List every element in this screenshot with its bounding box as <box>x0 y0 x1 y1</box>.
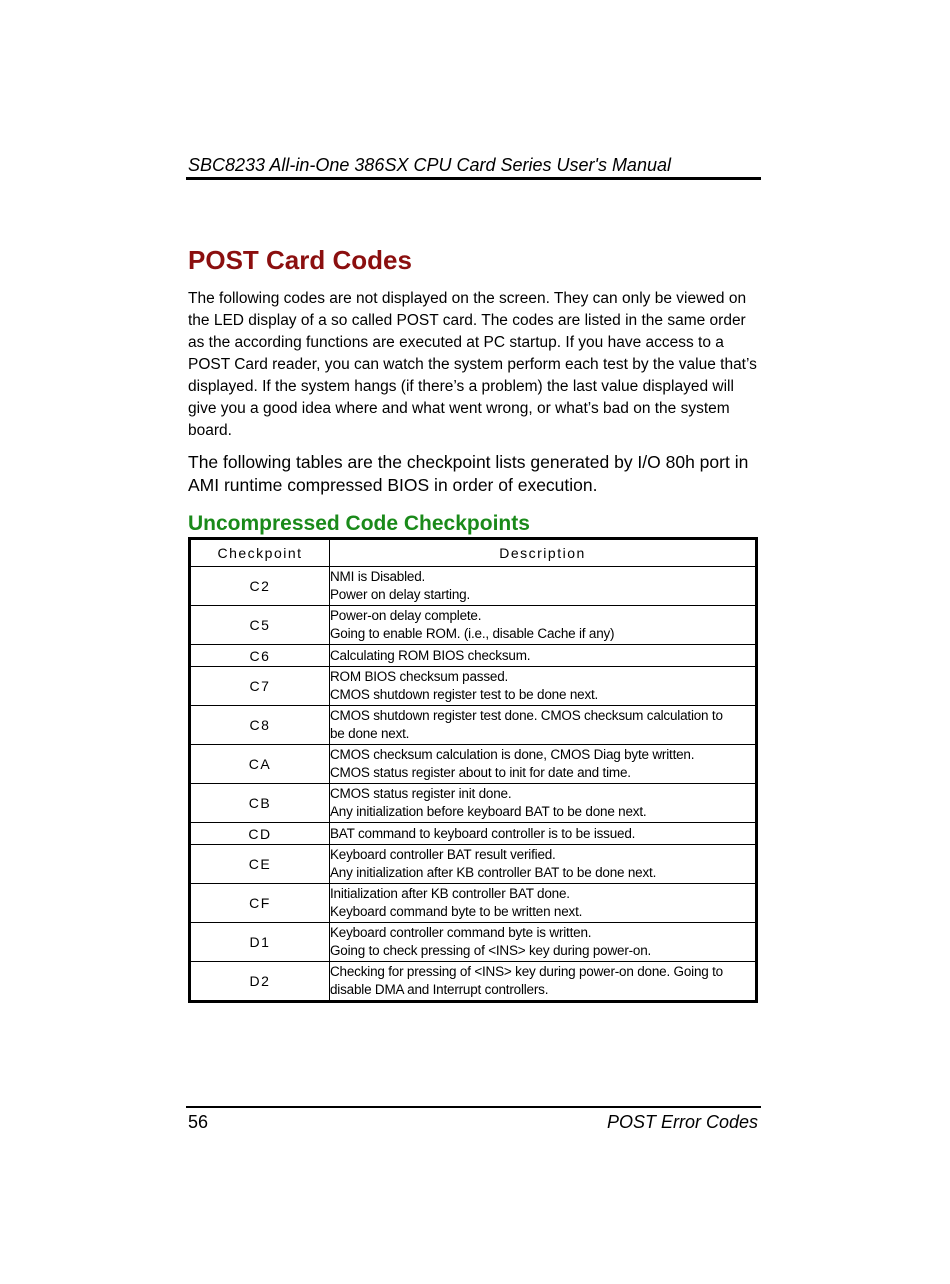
checkpoint-code: C7 <box>190 667 330 706</box>
description-line: be done next. <box>330 726 410 741</box>
checkpoint-code: C5 <box>190 606 330 645</box>
table-row <box>190 567 757 606</box>
checkpoint-code: CD <box>190 823 330 845</box>
table-body <box>190 567 757 1002</box>
column-header-checkpoint: Checkpoint <box>190 539 330 567</box>
description-line: Checking for pressing of <INS> key during power-on done. Going to <box>330 964 723 979</box>
checkpoint-code: CB <box>190 784 330 823</box>
section-title: POST Card Codes <box>188 245 412 275</box>
description-line: CMOS shutdown register test done. CMOS checksum calculation to <box>330 708 723 723</box>
checkpoint-description <box>330 784 757 823</box>
table-row <box>190 823 757 845</box>
checkpoint-description <box>330 845 757 884</box>
description-line: ROM BIOS checksum passed. <box>330 669 509 684</box>
table-row <box>190 706 757 745</box>
subsection-title: Uncompressed Code Checkpoints <box>188 512 530 535</box>
description-line: BAT command to keyboard controller is to be issued. <box>330 825 636 841</box>
description-line: Keyboard controller command byte is written. <box>330 925 592 940</box>
checkpoint-description <box>330 706 757 745</box>
checkpoint-description <box>330 745 757 784</box>
description-line: Any initialization after KB controller BAT to be done next. <box>330 865 657 880</box>
table-row <box>190 606 757 645</box>
checkpoint-description <box>330 962 757 1002</box>
table-row <box>190 845 757 884</box>
description-line: disable DMA and Interrupt controllers. <box>330 982 549 997</box>
footer-divider <box>186 1106 761 1108</box>
checkpoint-code: C8 <box>190 706 330 745</box>
description-line: Any initialization before keyboard BAT to be done next. <box>330 804 647 819</box>
table-row <box>190 962 757 1002</box>
description-line: Power on delay starting. <box>330 587 471 602</box>
checkpoint-code: C2 <box>190 567 330 606</box>
page-number: 56 <box>188 1112 209 1132</box>
description-line: Going to enable ROM. (i.e., disable Cache if any) <box>330 626 615 641</box>
running-header-title: SBC8233 All-in-One 386SX CPU Card Series User's Manual <box>188 155 671 175</box>
checkpoint-description <box>330 567 757 606</box>
table-row <box>190 884 757 923</box>
table-row <box>190 745 757 784</box>
description-line: Power-on delay complete. <box>330 608 482 623</box>
column-header-description: Description <box>330 539 757 567</box>
checkpoint-intro-paragraph: The following tables are the checkpoint lists generated by I/O 80h port in AMI runtime compressed BIOS in order of execution. <box>188 452 749 495</box>
table-row <box>190 923 757 962</box>
intro-paragraph: The following codes are not displayed on the screen. They can only be viewed on the LED display of a so called POST card. The codes are listed in the same order as the according functions are executed at PC startup. If you have access to a POST Card reader, you can watch the system perform each test by the value that’s displayed. If the system hangs (if there’s a problem) the last value displayed will give you a good idea where and what went wrong, or what’s bad on the system board. <box>188 290 757 439</box>
description-line: Initialization after KB controller BAT done. <box>330 886 570 901</box>
checkpoint-code: C6 <box>190 645 330 667</box>
checkpoint-code: D1 <box>190 923 330 962</box>
checkpoint-code: CE <box>190 845 330 884</box>
checkpoint-description <box>330 923 757 962</box>
description-line: Keyboard command byte to be written next. <box>330 904 583 919</box>
table-header-row <box>190 539 757 567</box>
header-divider <box>186 177 761 180</box>
checkpoint-code: CF <box>190 884 330 923</box>
checkpoint-description <box>330 823 757 845</box>
description-line: CMOS status register about to init for date and time. <box>330 765 631 780</box>
footer-section-name: POST Error Codes <box>606 1112 758 1132</box>
description-line: CMOS status register init done. <box>330 786 512 801</box>
checkpoint-code: CA <box>190 745 330 784</box>
description-line: NMI is Disabled. <box>330 569 426 584</box>
description-line: Keyboard controller BAT result verified. <box>330 847 556 862</box>
description-line: CMOS checksum calculation is done, CMOS Diag byte written. <box>330 747 695 762</box>
description-line: CMOS shutdown register test to be done next. <box>330 687 599 702</box>
description-line: Calculating ROM BIOS checksum. <box>330 647 531 663</box>
checkpoint-description <box>330 606 757 645</box>
checkpoint-description <box>330 884 757 923</box>
table-row <box>190 667 757 706</box>
description-line: Going to check pressing of <INS> key during power-on. <box>330 943 652 958</box>
checkpoint-description <box>330 645 757 667</box>
checkpoint-code: D2 <box>190 962 330 1002</box>
checkpoint-table <box>188 537 758 1003</box>
checkpoint-description <box>330 667 757 706</box>
table-row <box>190 784 757 823</box>
table-row <box>190 645 757 667</box>
